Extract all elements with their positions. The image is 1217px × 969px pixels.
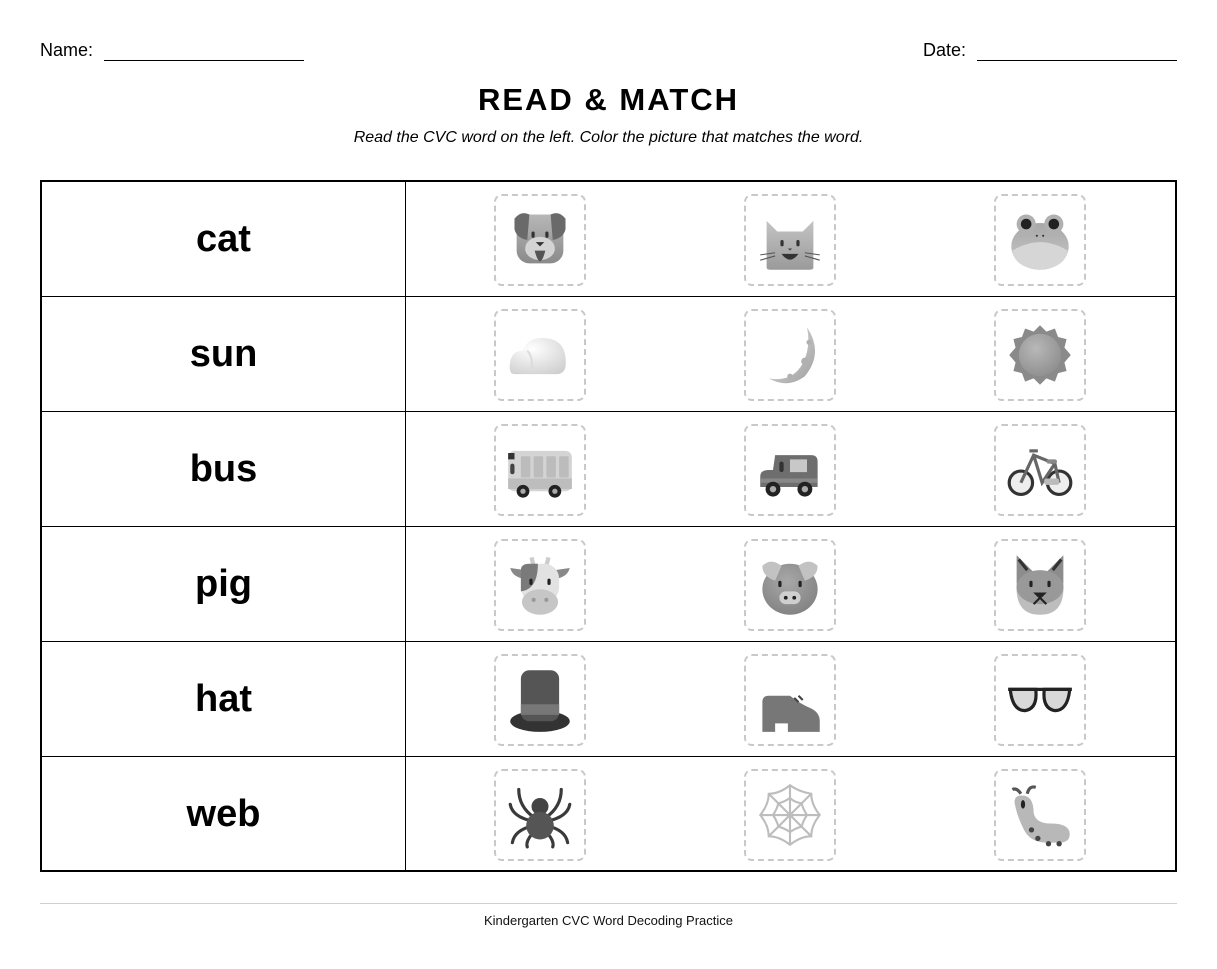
- picture-option[interactable]: [494, 654, 586, 746]
- word-cell: [42, 757, 406, 872]
- cvc-word: sun: [189, 332, 258, 375]
- dog-face-icon: [506, 206, 574, 274]
- pictures-cell: [406, 297, 1175, 411]
- table-row: [42, 642, 1175, 757]
- shoe-icon: [756, 666, 824, 734]
- pictures-cell: [406, 182, 1175, 296]
- name-field: [40, 38, 304, 61]
- picture-option[interactable]: [744, 539, 836, 631]
- footer-divider: [40, 903, 1177, 904]
- picture-option[interactable]: [494, 194, 586, 286]
- date-field: [923, 38, 1177, 61]
- top-hat-icon: [506, 666, 574, 734]
- pictures-cell: [406, 527, 1175, 641]
- bicycle-icon: [1006, 436, 1074, 504]
- table-row: [42, 182, 1175, 297]
- name-blank-line[interactable]: [104, 38, 304, 61]
- spider-web-icon: [756, 781, 824, 849]
- bus-icon: [506, 436, 574, 504]
- cvc-word: hat: [195, 677, 252, 720]
- name-date-row: [40, 38, 1177, 64]
- crescent-moon-icon: [756, 321, 824, 389]
- pictures-cell: [406, 412, 1175, 526]
- picture-option[interactable]: [744, 654, 836, 746]
- picture-option[interactable]: [994, 309, 1086, 401]
- table-row: [42, 297, 1175, 412]
- picture-option[interactable]: [494, 309, 586, 401]
- spider-icon: [506, 781, 574, 849]
- word-cell: [42, 297, 406, 411]
- picture-option[interactable]: [994, 194, 1086, 286]
- picture-option[interactable]: [744, 769, 836, 861]
- cat-face-icon: [756, 206, 824, 274]
- picture-option[interactable]: [494, 539, 586, 631]
- picture-option[interactable]: [994, 769, 1086, 861]
- picture-option[interactable]: [494, 769, 586, 861]
- page-title: READ & MATCH: [477, 82, 740, 117]
- pictures-cell: [406, 757, 1175, 872]
- table-row: [42, 527, 1175, 642]
- match-table: [40, 180, 1177, 872]
- name-label: Name:: [40, 40, 94, 60]
- caterpillar-icon: [1006, 781, 1074, 849]
- picture-option[interactable]: [494, 424, 586, 516]
- fox-face-icon: [1006, 551, 1074, 619]
- picture-option[interactable]: [994, 424, 1086, 516]
- cow-face-icon: [506, 551, 574, 619]
- pictures-cell: [406, 642, 1175, 756]
- word-cell: [42, 642, 406, 756]
- car-icon: [756, 436, 824, 504]
- instructions: Read the CVC word on the left. Color the picture that matches the word.: [353, 129, 864, 146]
- cvc-word: web: [186, 793, 261, 835]
- picture-option[interactable]: [994, 539, 1086, 631]
- picture-option[interactable]: [744, 424, 836, 516]
- word-cell: [42, 412, 406, 526]
- date-label: Date:: [922, 40, 966, 60]
- table-row: [42, 412, 1175, 527]
- picture-option[interactable]: [744, 309, 836, 401]
- frog-face-icon: [1006, 206, 1074, 274]
- sun-icon: [1006, 321, 1074, 389]
- cloud-icon: [506, 321, 574, 389]
- cvc-word: cat: [196, 217, 251, 260]
- glasses-icon: [1006, 666, 1074, 734]
- word-cell: [42, 182, 406, 296]
- cvc-word: pig: [195, 562, 252, 605]
- word-cell: [42, 527, 406, 641]
- picture-option[interactable]: [744, 194, 836, 286]
- picture-option[interactable]: [994, 654, 1086, 746]
- cvc-word: bus: [189, 447, 258, 490]
- pig-face-icon: [756, 551, 824, 619]
- footer-text: Kindergarten CVC Word Decoding Practice: [483, 913, 734, 928]
- date-blank-line[interactable]: [977, 38, 1177, 61]
- table-row: [42, 757, 1175, 872]
